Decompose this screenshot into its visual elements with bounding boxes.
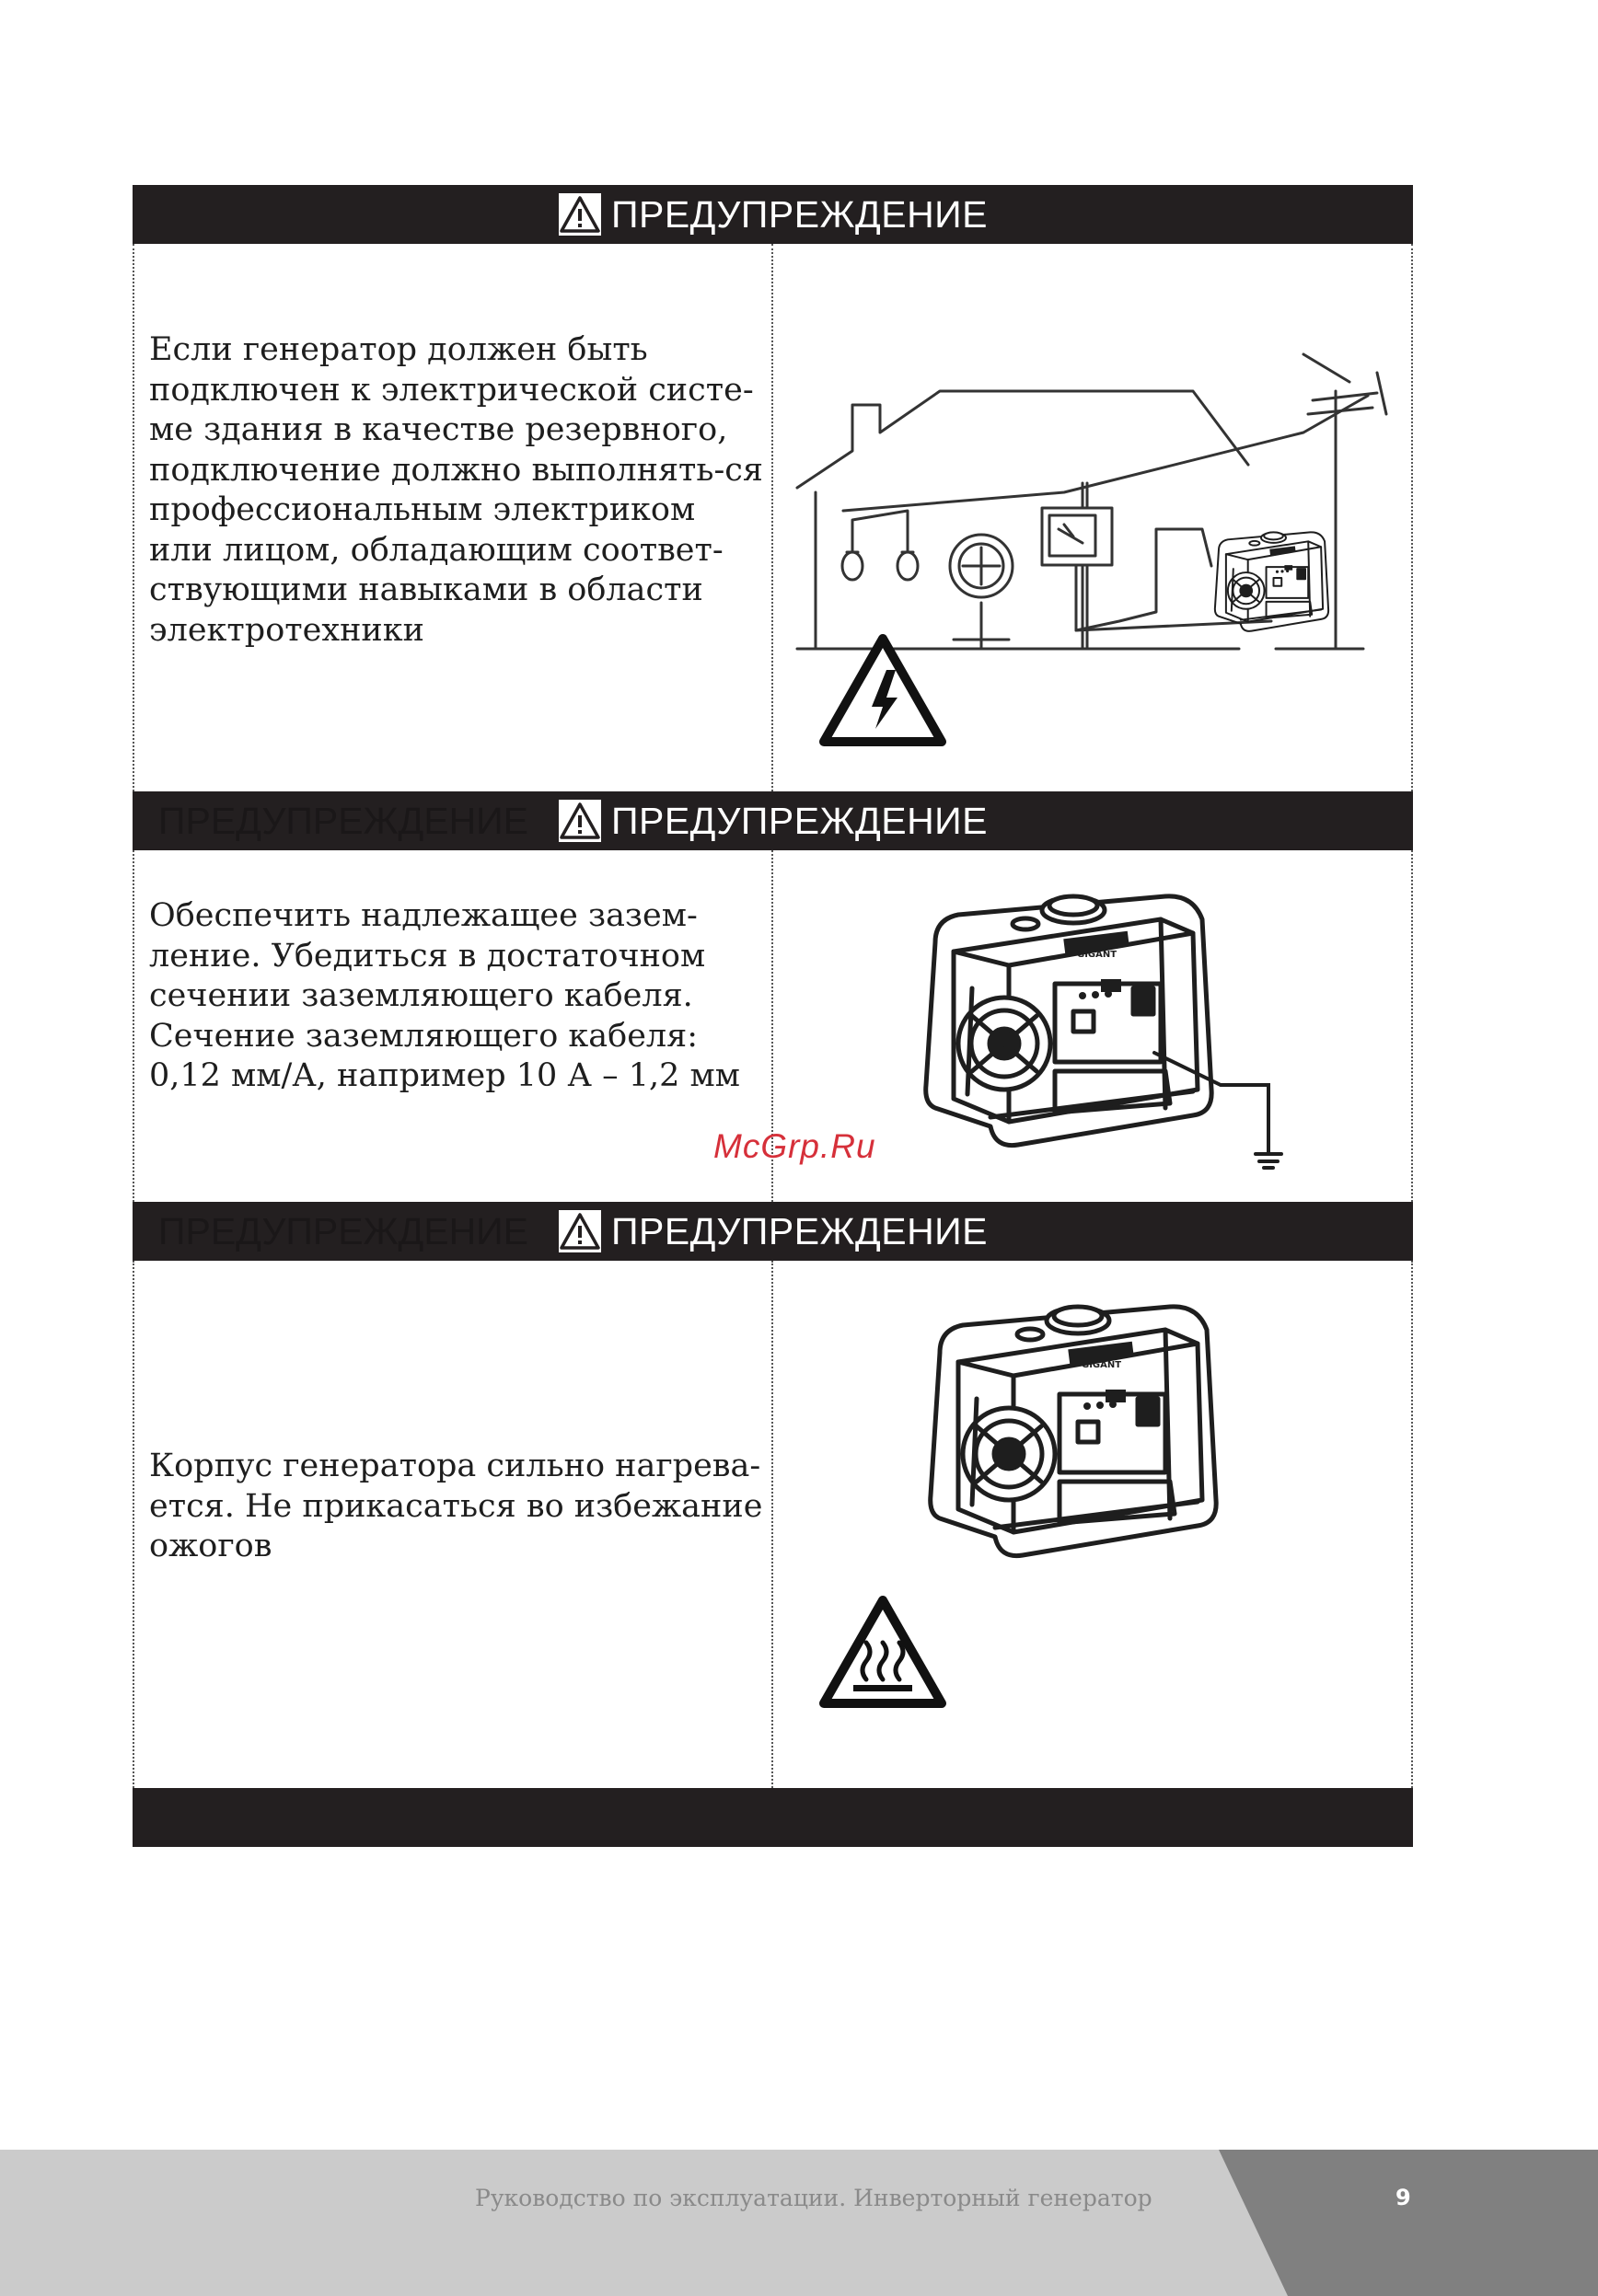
generator-brand-label: GIGANT [1077,950,1117,960]
grounded-generator-illustration [917,878,1303,1172]
warning-row [133,1261,1413,1788]
page-footer [0,2150,1598,2296]
warning-header-ghost: ПРЕДУПРЕЖДЕНИЕ [158,1209,528,1252]
warning-header-ghost: ПРЕДУПРЕЖДЕНИЕ [158,799,528,842]
house-grid-connection-illustration [788,345,1414,667]
high-voltage-warning-icon [818,633,947,748]
warning-text: Обеспечить надлежащее зазем-ление. Убедиться в достаточном сечении заземляющего кабеля. Сечение заземляющего кабеля: 0,12 мм/А, например 10 А – 1,2 мм [149,897,740,1094]
warning-text: Если генератор должен быть подключен к электрической систе-ме здания в качестве резервного, подключение должно выполнять-ся профессиональным электриком или лицом, обладающим соответ-ствующими навыками в области электротехники [149,331,763,649]
bottom-bar [133,1788,1413,1847]
warning-header-title: ПРЕДУПРЕЖДЕНИЕ [611,799,988,842]
warning-text: Корпус генератора сильно нагрева-ется. Не прикасаться во избежание ожогов [149,1448,763,1564]
warning-header-bar [133,791,1413,850]
watermark: McGrp.Ru [713,1127,876,1165]
warnings-table [133,185,1413,1847]
warning-header-title: ПРЕДУПРЕЖДЕНИЕ [611,1209,988,1252]
warning-header-title: ПРЕДУПРЕЖДЕНИЕ [611,192,988,236]
warning-triangle-icon [558,799,602,843]
footer-dark-band [1219,2150,1598,2296]
warning-triangle-icon [558,192,602,237]
warning-triangle-icon [558,1209,602,1253]
warning-header-bar [133,185,1413,244]
warning-row [133,244,1413,791]
generator-brand-label: GIGANT [1082,1360,1122,1370]
footer-caption: Руководство по эксплуатации. Инверторный генератор [475,2185,1152,2211]
hot-surface-warning-icon [818,1595,947,1710]
page-number: 9 [1395,2185,1411,2210]
warning-header-bar [133,1202,1413,1261]
generator-illustration [921,1288,1234,1564]
